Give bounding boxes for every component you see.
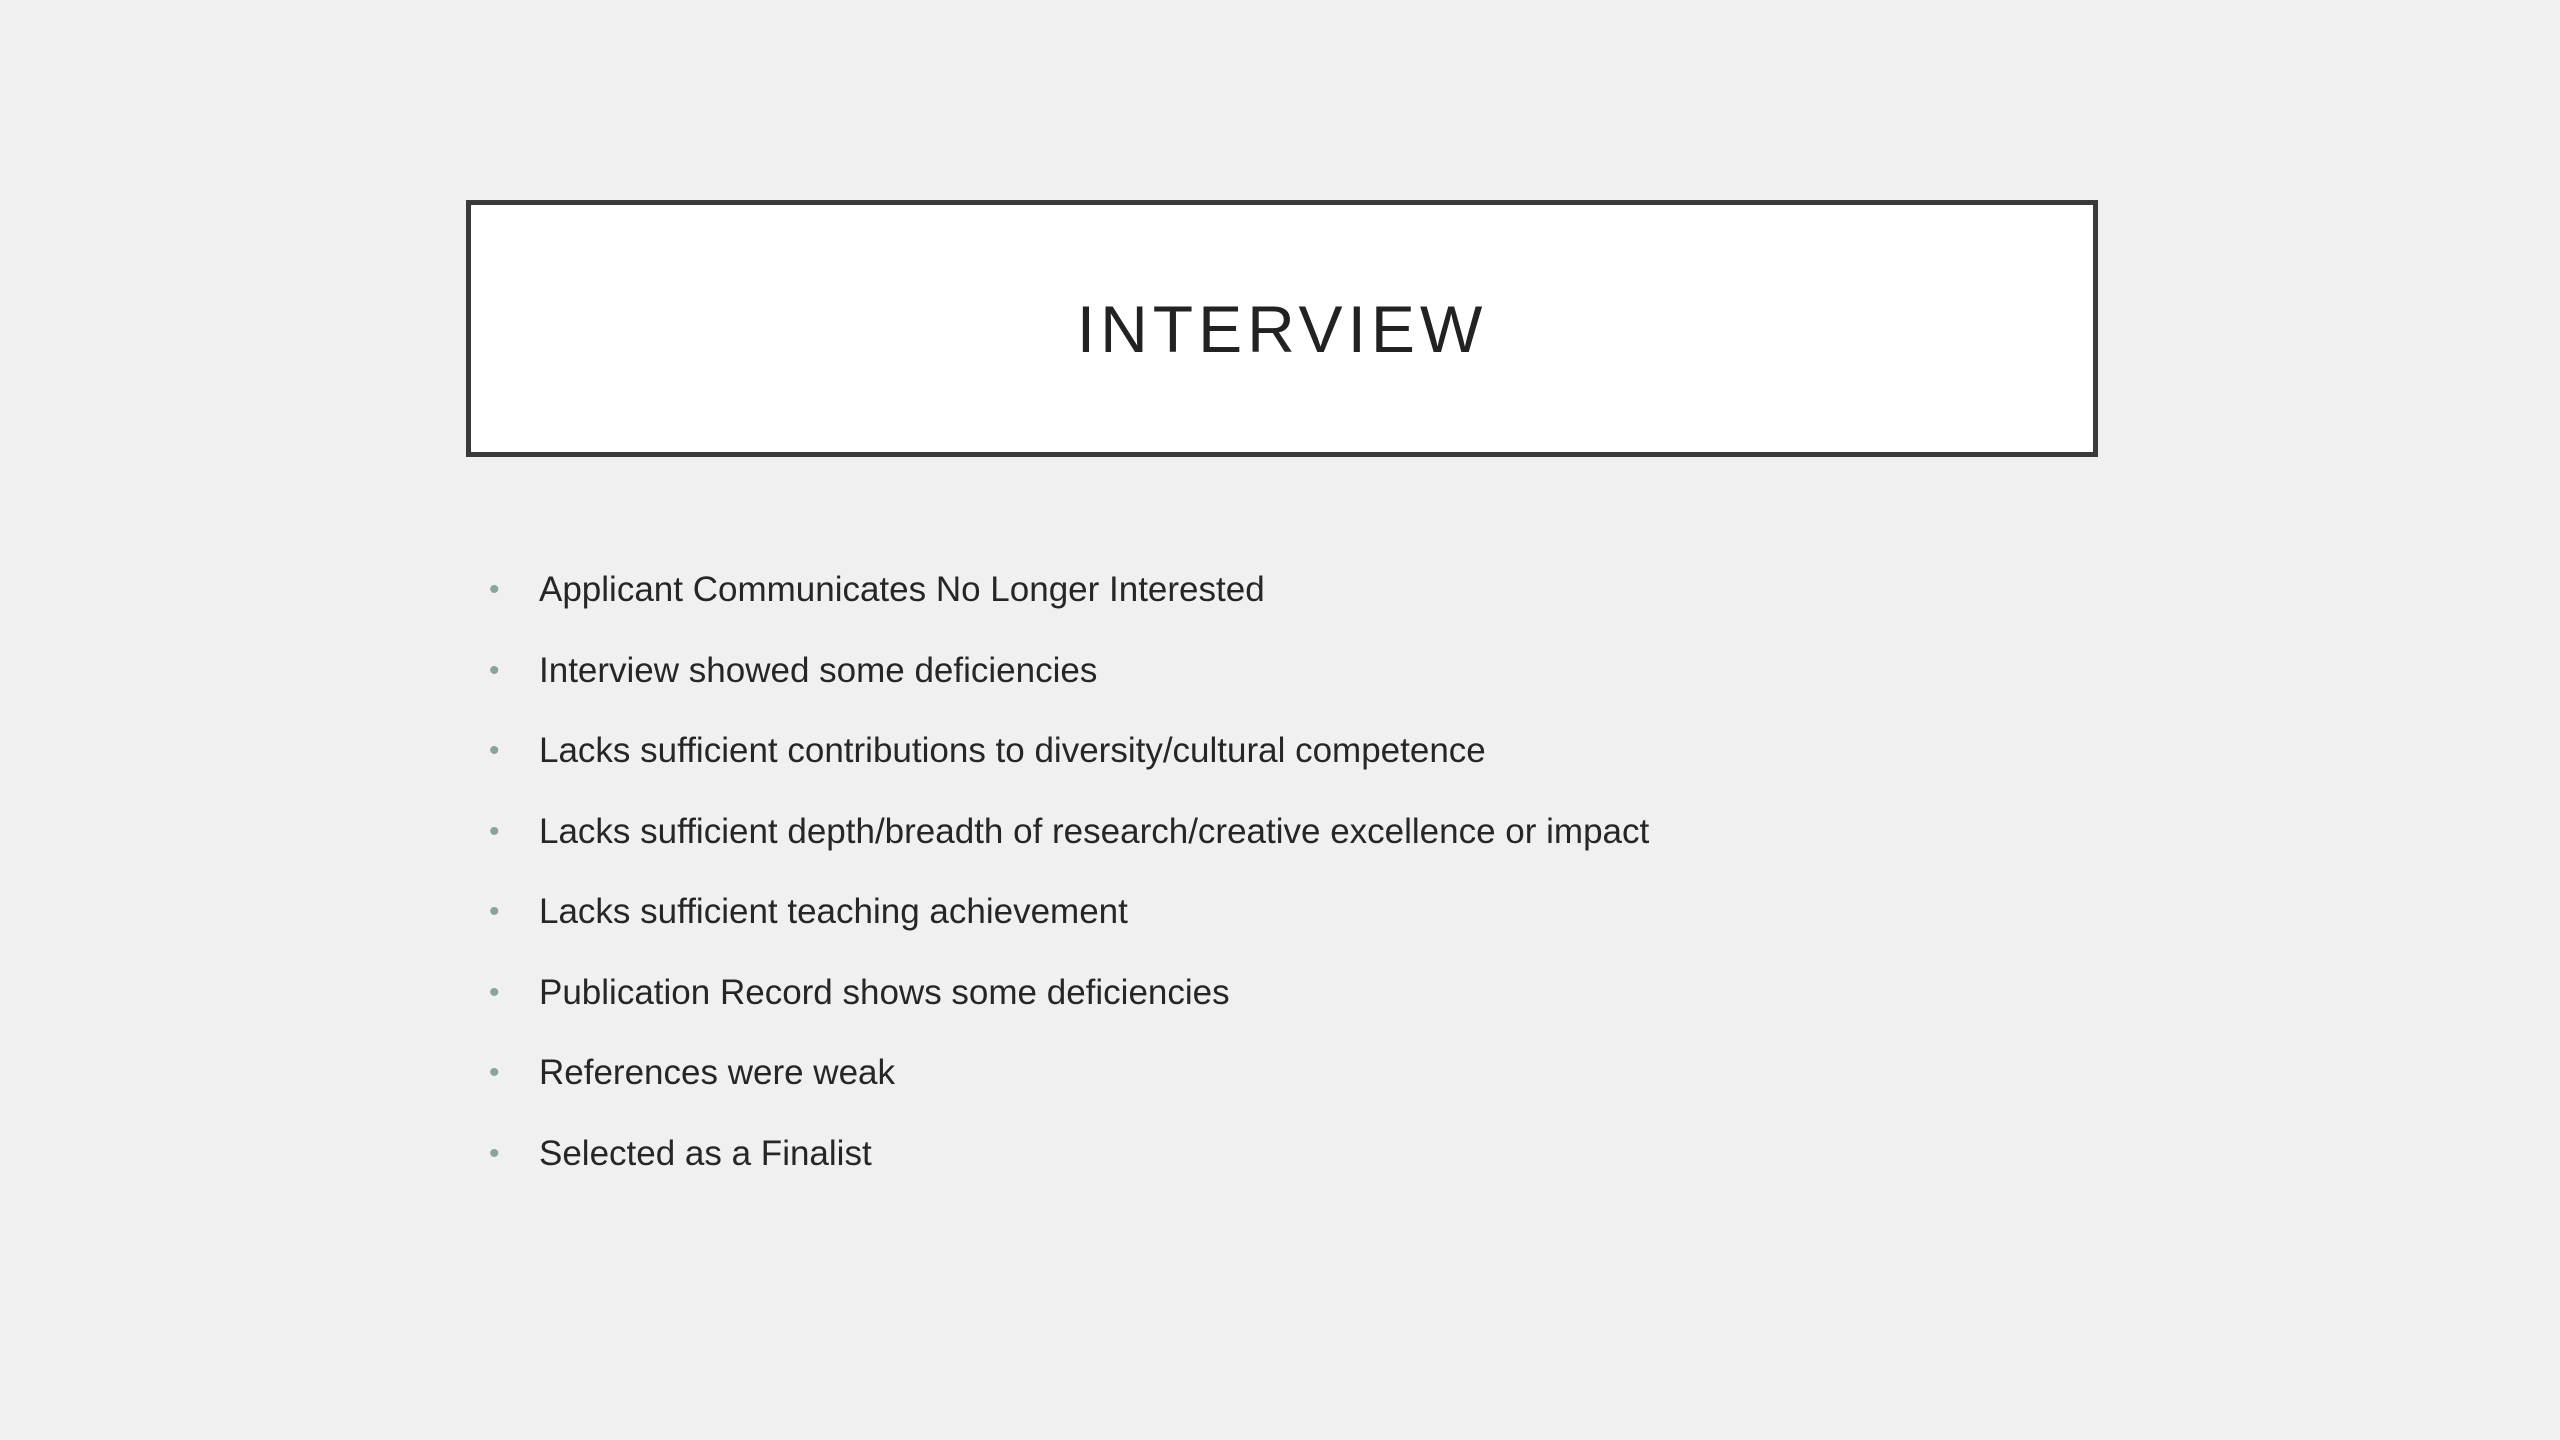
- bullet-icon: •: [489, 573, 500, 606]
- bullet-icon: •: [489, 814, 500, 848]
- slide-title: INTERVIEW: [1076, 291, 1488, 366]
- bullet-text: Applicant Communicates No Longer Interested: [539, 570, 1265, 609]
- title-box: [466, 200, 2098, 457]
- bullet-icon: •: [489, 975, 500, 1009]
- bullet-text: References were weak: [539, 1053, 895, 1092]
- list-item: [485, 552, 2185, 633]
- bullet-icon: •: [489, 1056, 500, 1089]
- bullet-icon: •: [489, 734, 500, 767]
- list-item: [485, 1116, 2185, 1197]
- list-item: [485, 633, 2185, 714]
- list-item: [485, 874, 2185, 955]
- bullet-icon: •: [489, 895, 500, 928]
- list-item: [485, 794, 2185, 875]
- list-item: [485, 1035, 2185, 1116]
- bullet-icon: •: [489, 1136, 500, 1170]
- bullet-text: Lacks sufficient contributions to diversity/cultural competence: [539, 731, 1486, 770]
- bullet-text: Selected as a Finalist: [539, 1133, 872, 1173]
- bullet-text: Interview showed some deficiencies: [539, 650, 1098, 690]
- list-item: [485, 955, 2185, 1036]
- bullet-text: Publication Record shows some deficiencies: [539, 972, 1230, 1012]
- list-item: [485, 713, 2185, 794]
- bullet-list: [485, 552, 2185, 1196]
- bullet-text: Lacks sufficient depth/breadth of research/creative excellence or impact: [539, 811, 1650, 851]
- bullet-text: Lacks sufficient teaching achievement: [539, 892, 1128, 931]
- bullet-icon: •: [489, 653, 500, 687]
